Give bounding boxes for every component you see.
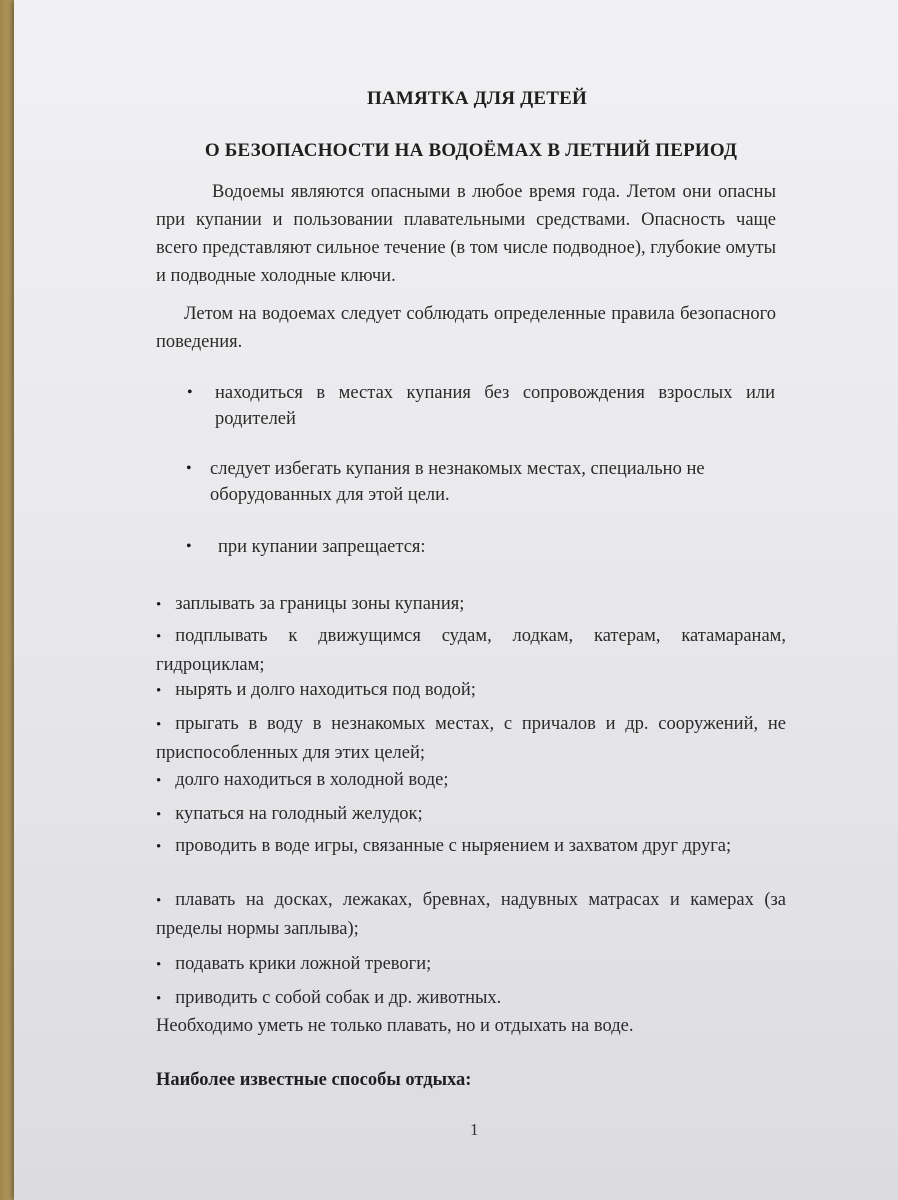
page-number: 1 [470, 1120, 479, 1139]
bullet-icon: • [156, 773, 162, 789]
prohibited-item [156, 710, 786, 767]
prohibited-item [156, 676, 786, 705]
intro-paragraph [156, 178, 776, 290]
document-title: ПАМЯТКА ДЛЯ ДЕТЕЙ [366, 88, 588, 109]
prohibited-item [156, 800, 786, 829]
prohibited-item [156, 886, 786, 943]
bullet-icon: • [186, 460, 192, 477]
list-item [186, 456, 775, 508]
list-item-text: следует избегать купания в незнакомых местах, специально не оборудованных для этой цели. [210, 459, 705, 505]
document-subtitle: О БЕЗОПАСНОСТИ НА ВОДОЁМАХ В ЛЕТНИЙ ПЕРИОД [204, 140, 738, 161]
bullet-icon: • [156, 957, 162, 973]
list-item [186, 534, 738, 560]
prohibited-item [156, 950, 786, 979]
prohibited-item-text: приводить с собой собак и др. животных. [175, 988, 502, 1008]
prohibited-item-text: плавать на досках, лежаках, бревнах, надувных матрасах и камерах (за пределы нормы заплыва); [156, 890, 786, 939]
prohibited-item-text: подавать крики ложной тревоги; [175, 954, 432, 974]
bullet-icon: • [156, 629, 162, 645]
bullet-icon: • [187, 384, 193, 401]
bullet-icon: • [156, 893, 162, 909]
bullet-icon: • [156, 991, 162, 1007]
prohibited-item-text: проводить в воде игры, связанные с ныряением и захватом друг друга; [175, 836, 732, 856]
prohibited-item [156, 832, 786, 861]
prohibited-item-text: нырять и долго находиться под водой; [175, 680, 476, 700]
closing-line: Необходимо уметь не только плавать, но и отдыхать на воде. [156, 1016, 634, 1036]
prohibited-item-text: подплывать к движущимся судам, лодкам, катерам, катамаранам, гидроциклам; [156, 626, 786, 675]
bullet-icon: • [156, 717, 162, 733]
bullet-icon: • [156, 839, 162, 855]
bullet-icon: • [186, 538, 192, 555]
prohibited-item-text: заплывать за границы зоны купания; [175, 594, 465, 614]
bullet-icon: • [156, 597, 162, 613]
list-item-text: находиться в местах купания без сопровождения взрослых или родителей [215, 383, 775, 429]
rules-intro-paragraph [156, 300, 776, 356]
bullet-icon: • [156, 807, 162, 823]
section-heading: Наиболее известные способы отдыха: [156, 1070, 472, 1090]
prohibited-item [156, 590, 786, 619]
intro-paragraph-text: Водоемы являются опасными в любое время года. Летом они опасны при купании и пользовании плавательными средствами. Опасность чаще всего представляют сильное течение (в том числе подводное), глубокие омуты и подводные холодные ключи. [156, 182, 776, 286]
prohibited-item-text: прыгать в воду в незнакомых местах, с причалов и др. сооружений, не приспособленных для этих целей; [156, 714, 786, 763]
prohibited-item [156, 766, 786, 795]
list-item-text: при купании запрещается: [218, 537, 426, 557]
prohibited-item-text: купаться на голодный желудок; [175, 804, 423, 824]
list-item [187, 380, 775, 432]
prohibited-item [156, 622, 786, 679]
prohibited-item [156, 984, 786, 1013]
bullet-icon: • [156, 683, 162, 699]
rules-intro-text: Летом на водоемах следует соблюдать определенные правила безопасного поведения. [156, 304, 776, 352]
prohibited-item-text: долго находиться в холодной воде; [175, 770, 449, 790]
